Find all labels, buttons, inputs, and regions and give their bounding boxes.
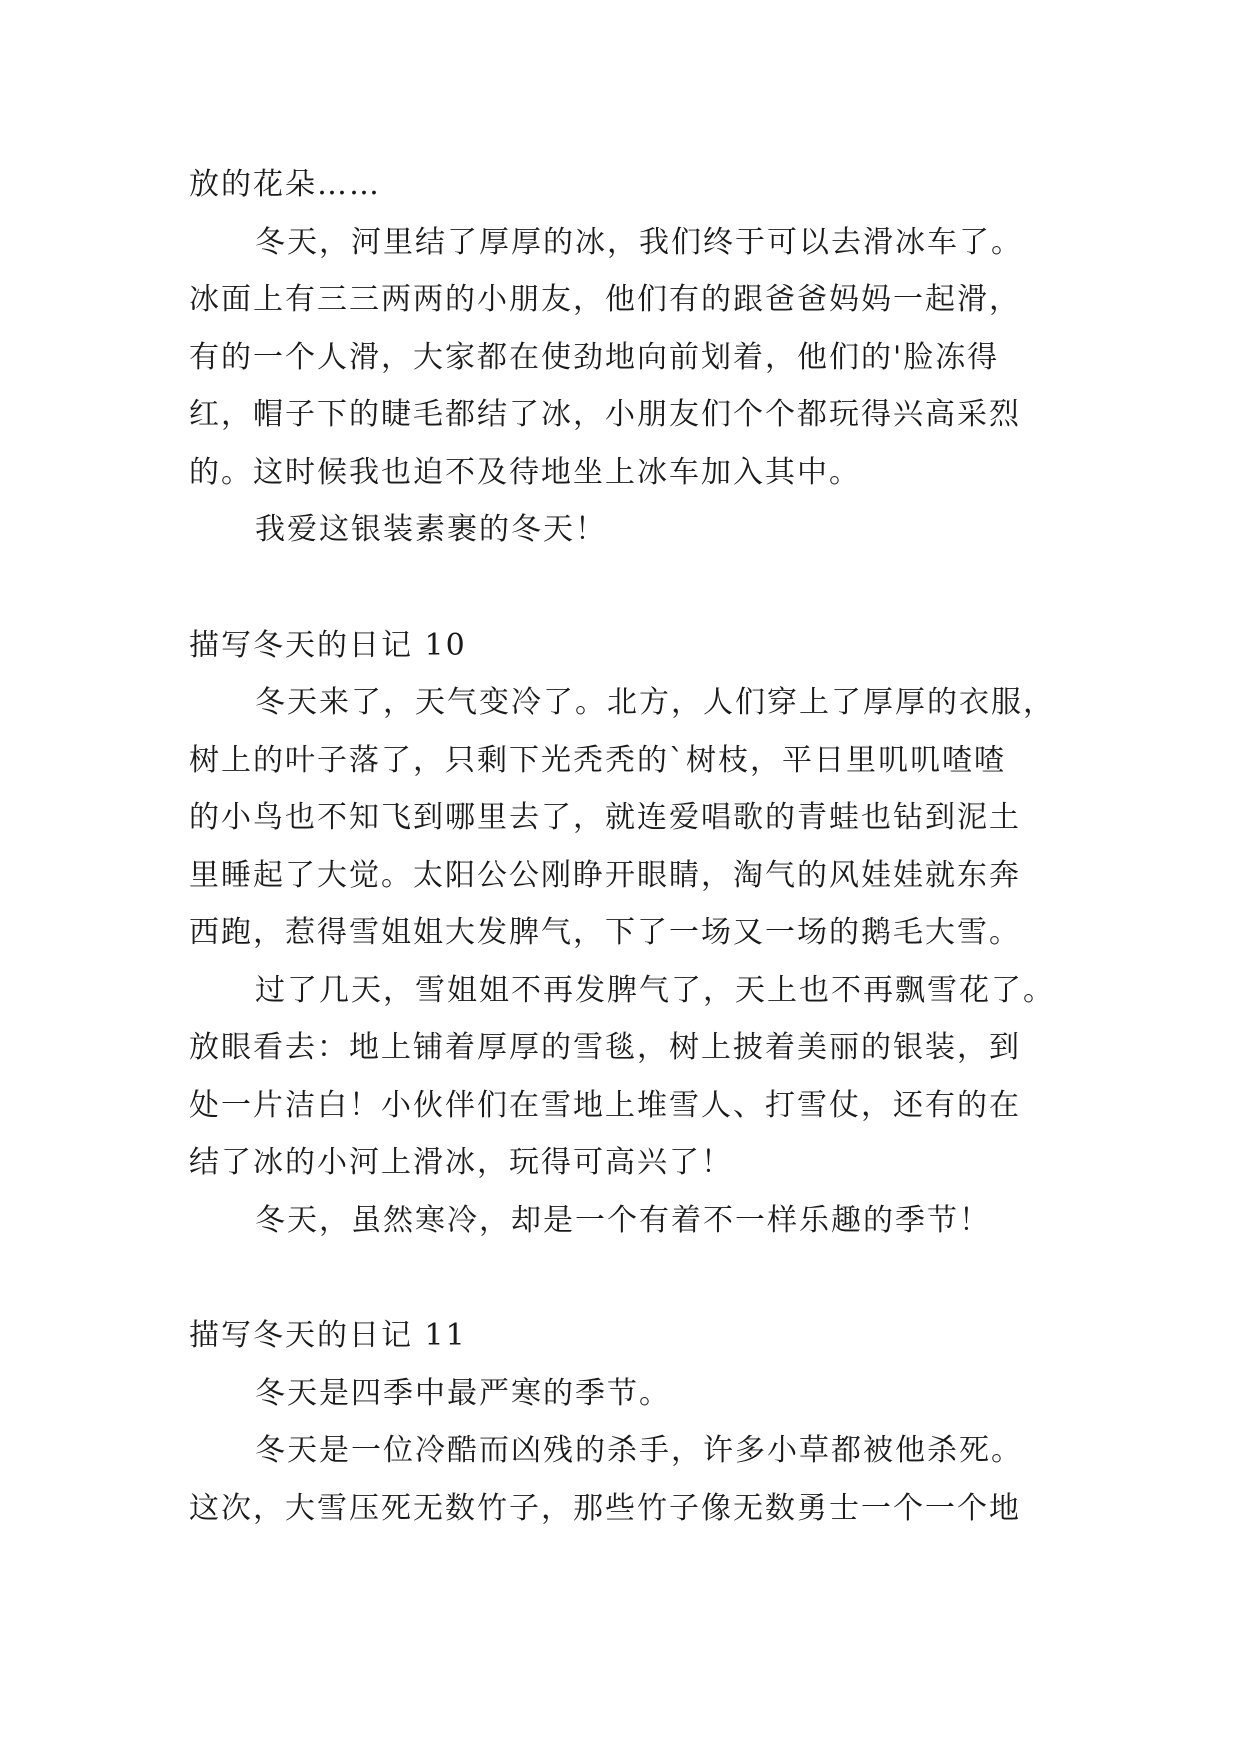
paragraph-line: 西跑，惹得雪姐姐大发脾气，下了一场又一场的鹅毛大雪。 — [189, 915, 1021, 950]
paragraph-line: 这次，大雪压死无数竹子，那些竹子像无数勇士一个一个地 — [189, 1490, 1021, 1526]
paragraph-line: 冬天是一位冷酷而凶残的杀手，许多小草都被他杀死。 — [255, 1433, 1023, 1468]
section-gap — [189, 559, 1069, 617]
paragraph-line: 冬天来了，天气变冷了。北方，人们穿上了厚厚的衣服， — [255, 685, 1055, 720]
paragraph-line: 里睡起了大觉。太阳公公刚睁开眼睛，淘气的风娃娃就东奔 — [189, 857, 1021, 893]
paragraph-line: 过了几天，雪姐姐不再发脾气了，天上也不再飘雪花了。 — [255, 972, 1055, 1008]
paragraph-line: 处一片洁白！小伙伴们在雪地上堆雪人、打雪仗，还有的在 — [189, 1087, 1021, 1123]
continuation-line: 放的花朵…… — [189, 167, 381, 202]
diary11-title: 描写冬天的日记 11 — [189, 1318, 467, 1353]
paragraph-line: 有的一个人滑，大家都在使劲地向前划着，他们的'脸冻得 — [189, 339, 1000, 375]
diary10-title: 描写冬天的日记 10 — [189, 627, 467, 663]
closing-line: 我爱这银装素裹的冬天！ — [255, 512, 607, 547]
document-body — [189, 156, 1069, 1537]
section-gap — [189, 1249, 1069, 1307]
paragraph-line: 冬天，河里结了厚厚的冰，我们终于可以去滑冰车了。 — [255, 224, 1023, 260]
paragraph-line: 放眼看去：地上铺着厚厚的雪毯，树上披着美丽的银装，到 — [189, 1030, 1021, 1065]
paragraph-line: 的小鸟也不知飞到哪里去了，就连爱唱歌的青蛙也钻到泥土 — [189, 800, 1021, 835]
closing-line: 冬天，虽然寒冷，却是一个有着不一样乐趣的季节！ — [255, 1202, 991, 1238]
paragraph-line: 冬天是四季中最严寒的季节。 — [255, 1375, 671, 1411]
paragraph-line: 冰面上有三三两两的小朋友，他们有的跟爸爸妈妈一起滑， — [189, 282, 1021, 317]
paragraph-line: 红，帽子下的睫毛都结了冰，小朋友们个个都玩得兴高采烈 — [189, 397, 1021, 432]
paragraph-line: 树上的叶子落了，只剩下光秃秃的`树枝，平日里叽叽喳喳 — [189, 742, 1006, 778]
paragraph-line: 结了冰的小河上滑冰，玩得可高兴了！ — [189, 1145, 733, 1180]
paragraph-line: 的。这时候我也迫不及待地坐上冰车加入其中。 — [189, 454, 861, 490]
